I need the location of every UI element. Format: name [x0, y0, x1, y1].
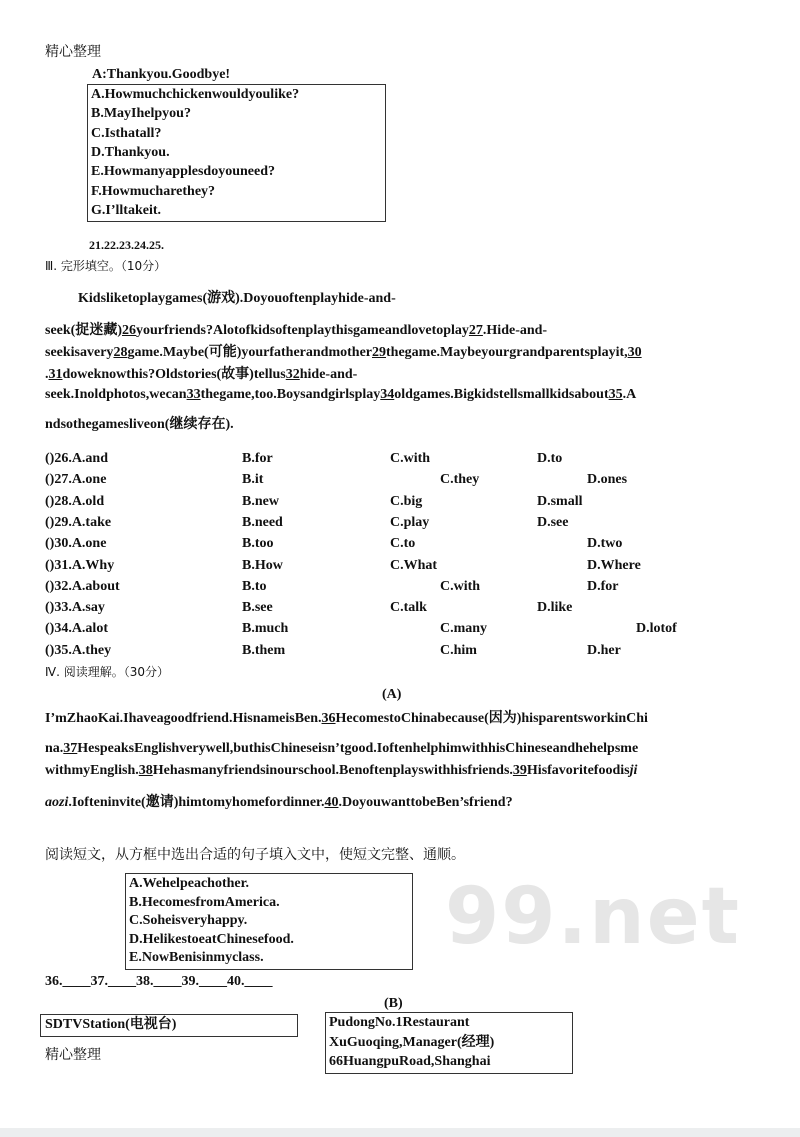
box-option: C.Soheisveryhappy. [129, 913, 248, 929]
passage-text: seekisavery [45, 345, 114, 360]
blank-number: 33 [186, 387, 201, 402]
restaurant-line: PudongNo.1Restaurant [329, 1015, 470, 1030]
question-number: ()28.A.old [45, 493, 105, 509]
answer-option: D.to [537, 451, 563, 466]
passage-line [45, 416, 234, 434]
box-option: A.Wehelpeachother. [129, 876, 250, 891]
passage-text: .Hide-and- [482, 323, 548, 338]
passage-line [45, 710, 648, 728]
watermark: 99.net [445, 872, 741, 962]
question-number: ()34.A.alot [45, 621, 108, 637]
part-b-label: (B) [384, 996, 403, 1011]
answer-option: B.need [242, 514, 283, 530]
passage-text: hide-and- [299, 367, 358, 382]
box-option: A.Howmuchchickenwouldyoulike? [91, 87, 300, 102]
passage-text: I’mZhaoKai.Ihaveagoodfriend.HisnameisBen. [45, 711, 322, 726]
passage-text: withmyEnglish. [45, 763, 139, 778]
answer-option: B.for [242, 451, 273, 466]
passage-line [45, 322, 547, 340]
passage-text: HespeaksEnglishverywell,buthisChineseisn’tgood.IoftenhelphimwithhisChineseandhehelpsme [77, 741, 639, 756]
instruction: 阅读短文，从方框中选出合适的句子填入文中，使短文完整、通顺。 [45, 847, 465, 863]
passage-text: .A [622, 387, 637, 402]
footer-note: 精心整理 [45, 1047, 101, 1063]
answer-option: B.new [242, 493, 279, 509]
blank-number: 35 [608, 387, 623, 402]
passage-text: yourfriends?Alotofkidsoftenplaythisgameandlovetoplay [136, 323, 469, 338]
passage-line [45, 344, 642, 362]
blank-number: 36 [321, 711, 336, 726]
box-option: F.Howmucharethey? [91, 183, 216, 199]
passage-text: ndsothegamesliveon(继续存在). [45, 417, 234, 432]
blank-number: 27 [468, 323, 483, 338]
box-option: E.Howmanyapplesdoyouneed? [91, 164, 275, 180]
passage-text: ji [629, 763, 638, 778]
answer-option: B.it [242, 472, 264, 488]
passage-text: na. [45, 741, 64, 756]
header-note: 精心整理 [45, 44, 101, 60]
answer-option: C.to [390, 536, 416, 552]
passage-line [45, 366, 357, 384]
answer-option: C.talk [390, 600, 427, 616]
restaurant-line: 66HuangpuRoad,Shanghai [329, 1054, 491, 1069]
blank-number: 40 [324, 795, 339, 810]
answer-option: D.for [587, 578, 619, 594]
sdtv-label: SDTVStation(电视台) [45, 1017, 177, 1032]
answer-option: C.with [390, 451, 431, 466]
answer-option: C.What [390, 557, 438, 573]
passage-text: HecomestoChinabecause(因为)hisparentsworkinChi [335, 711, 648, 726]
blank-number: 26 [122, 323, 136, 338]
question-number: ()30.A.one [45, 536, 107, 552]
answer-blanks-2: 36.____37.____38.____39.____40.____ [45, 974, 273, 989]
answer-blanks-1: 21.22.23.24.25. [89, 238, 164, 252]
passage-text: game.Maybe(可能)yourfatherandmother [127, 345, 372, 360]
passage-line [45, 762, 637, 780]
answer-option: B.too [242, 536, 274, 552]
answer-option: B.them [242, 642, 286, 658]
passage-text: doweknowthis?Oldstories(故事)tellus [62, 367, 286, 382]
blank-number: 32 [285, 367, 300, 382]
answer-option: C.they [440, 472, 480, 488]
answer-option: D.Where [587, 557, 641, 573]
question-number: ()35.A.they [45, 642, 112, 658]
blank-number: 29 [372, 345, 386, 360]
restaurant-card [325, 1012, 573, 1074]
blank-number: 37 [63, 741, 78, 756]
passage-text: thegame.Maybeyourgrandparentsplayit, [386, 345, 628, 360]
question-number: ()32.A.about [45, 578, 120, 594]
box-option: D.HelikestoeatChinesefood. [129, 931, 294, 947]
sdtv-box [40, 1014, 298, 1037]
answer-option: C.big [390, 493, 423, 509]
answer-option: D.like [537, 600, 573, 616]
bottom-bar [0, 1128, 800, 1137]
passage-line [45, 740, 638, 758]
box-option: B.HecomesfromAmerica. [129, 894, 280, 910]
part-a-label: (A) [382, 687, 402, 702]
passage-text: thegame,too.Boysandgirlsplay [200, 387, 381, 402]
answer-option: D.see [537, 514, 569, 530]
answer-option: C.many [440, 621, 488, 637]
answer-option: B.much [242, 621, 289, 637]
blank-number: 31 [48, 367, 63, 382]
passage-text: Hisfavoritefoodis [526, 763, 630, 778]
answer-option: D.lotof [636, 621, 677, 637]
restaurant-line: XuGuoqing,Manager(经理) [329, 1034, 495, 1050]
passage-line [45, 794, 513, 812]
passage-text: .DoyouwanttobeBen’sfriend? [338, 795, 513, 810]
blank-number: 28 [113, 345, 128, 360]
question-number: ()27.A.one [45, 472, 107, 488]
passage-line [78, 290, 396, 308]
blank-number: 34 [380, 387, 395, 402]
question-number: ()26.A.and [45, 451, 109, 466]
passage-text: . [45, 367, 49, 382]
passage-text: seek(捉迷藏) [45, 323, 122, 338]
blank-number: 38 [138, 763, 153, 778]
box-option: E.NowBenisinmyclass. [129, 950, 264, 966]
passage-text: aozi [45, 795, 69, 810]
question-number: ()33.A.say [45, 600, 105, 616]
passage-text: .Iofteninvite(邀请)himtomyhomefordinner. [68, 795, 325, 810]
answer-option: D.ones [587, 472, 628, 488]
answer-option: D.two [587, 536, 623, 552]
answer-option: B.How [242, 557, 283, 573]
dialog-line: A:Thankyou.Goodbye! [92, 67, 231, 82]
question-number: ()31.A.Why [45, 557, 115, 573]
blank-number: 30 [627, 345, 642, 360]
answer-option: D.her [587, 642, 621, 658]
answer-option: C.him [440, 642, 477, 658]
answer-option: C.play [390, 514, 430, 530]
box-option: B.MayIhelpyou? [91, 106, 191, 122]
options-box-1 [87, 84, 386, 222]
passage-text: oldgames.Bigkidstellsmallkidsabout [394, 387, 609, 402]
answer-option: B.see [242, 600, 273, 616]
section-heading-reading: Ⅳ. 阅读理解。（30分） [45, 665, 169, 679]
options-box-2 [125, 873, 413, 970]
box-option: D.Thankyou. [91, 144, 170, 160]
passage-text: Kidsliketoplaygames(游戏).Doyouoftenplayhide-and- [78, 291, 396, 306]
answer-option: B.to [242, 578, 267, 594]
box-option: G.I’lltakeit. [91, 202, 161, 218]
box-option: C.Isthatall? [91, 125, 162, 141]
question-number: ()29.A.take [45, 514, 112, 530]
answer-option: C.with [440, 578, 481, 594]
passage-text: seek.Inoldphotos,wecan [45, 387, 187, 402]
passage-text: Hehasmanyfriendsinourschool.Benoftenplayswithhisfriends. [152, 763, 513, 778]
blank-number: 39 [512, 763, 527, 778]
answer-option: D.small [537, 493, 583, 509]
passage-line [45, 386, 636, 404]
section-heading-cloze: Ⅲ. 完形填空。（10分） [45, 259, 167, 273]
